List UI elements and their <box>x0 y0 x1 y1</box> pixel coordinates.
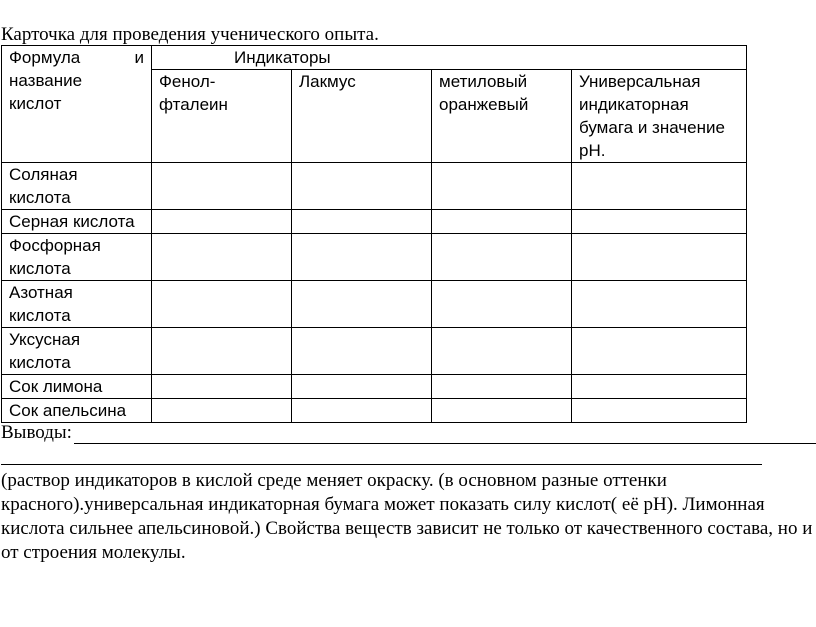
acid-name-cell: Азотная кислота <box>2 281 152 328</box>
result-cell[interactable] <box>572 375 747 399</box>
conclusion-label: Выводы: <box>1 422 72 443</box>
header-formula-name <box>2 46 152 163</box>
result-cell[interactable] <box>292 210 432 234</box>
result-cell[interactable] <box>432 375 572 399</box>
acid-name-cell: Сок лимона <box>2 375 152 399</box>
acid-name-cell: Фосфорная кислота <box>2 234 152 281</box>
result-cell[interactable] <box>152 163 292 210</box>
result-cell[interactable] <box>152 281 292 328</box>
acid-name-cell: Сок апельсина <box>2 399 152 423</box>
conclusion-line <box>1 422 816 444</box>
result-cell[interactable] <box>152 234 292 281</box>
result-cell[interactable] <box>572 281 747 328</box>
header-word-formula: Формула <box>9 48 81 67</box>
result-cell[interactable] <box>292 375 432 399</box>
indicator-litmus: Лакмус <box>292 70 432 163</box>
header-word-acids: кислот <box>9 94 62 113</box>
result-cell[interactable] <box>572 163 747 210</box>
table-row <box>2 234 747 281</box>
result-cell[interactable] <box>572 399 747 423</box>
result-cell[interactable] <box>432 399 572 423</box>
result-cell[interactable] <box>292 328 432 375</box>
result-cell[interactable] <box>432 210 572 234</box>
result-cell[interactable] <box>292 234 432 281</box>
result-cell[interactable] <box>152 328 292 375</box>
table-row <box>2 328 747 375</box>
result-cell[interactable] <box>432 328 572 375</box>
header-indicators: Индикаторы <box>152 46 747 70</box>
result-cell[interactable] <box>152 375 292 399</box>
table-row <box>2 399 747 423</box>
table-row <box>2 163 747 210</box>
indicator-methyl-orange: метиловый оранжевый <box>432 70 572 163</box>
table-row <box>2 375 747 399</box>
result-cell[interactable] <box>432 234 572 281</box>
indicator-universal-paper: Универсальная индикаторная бумага и значение pH. <box>572 70 747 163</box>
header-word-and: и <box>134 48 144 67</box>
result-cell[interactable] <box>292 399 432 423</box>
header-word-name: название <box>9 71 83 90</box>
result-cell[interactable] <box>432 281 572 328</box>
table-row <box>2 281 747 328</box>
result-cell[interactable] <box>292 281 432 328</box>
result-cell[interactable] <box>572 210 747 234</box>
table-row <box>2 210 747 234</box>
result-cell[interactable] <box>432 163 572 210</box>
result-cell[interactable] <box>572 328 747 375</box>
answer-blank-line <box>1 464 762 465</box>
card-title: Карточка для проведения ученического опыта. <box>1 24 379 45</box>
experiment-table <box>1 45 747 423</box>
conclusion-blank <box>74 424 816 444</box>
indicator-phenolphthalein: Фенол- фталеин <box>152 70 292 163</box>
result-cell[interactable] <box>152 210 292 234</box>
result-cell[interactable] <box>152 399 292 423</box>
acid-name-cell: Соляная кислота <box>2 163 152 210</box>
acid-name-cell: Уксусная кислота <box>2 328 152 375</box>
result-cell[interactable] <box>572 234 747 281</box>
result-cell[interactable] <box>292 163 432 210</box>
conclusion-text: (раствор индикаторов в кислой среде меняет окраску. (в основном разные оттенки красного).универсальная индикаторная бумага может показать силу кислот( её pH). Лимонная кислота сильнее апельсиновой.) Свойства веществ зависит не только от качественного состава, но и от строения молекулы. <box>1 470 813 563</box>
acid-name-cell: Серная кислота <box>2 210 152 234</box>
